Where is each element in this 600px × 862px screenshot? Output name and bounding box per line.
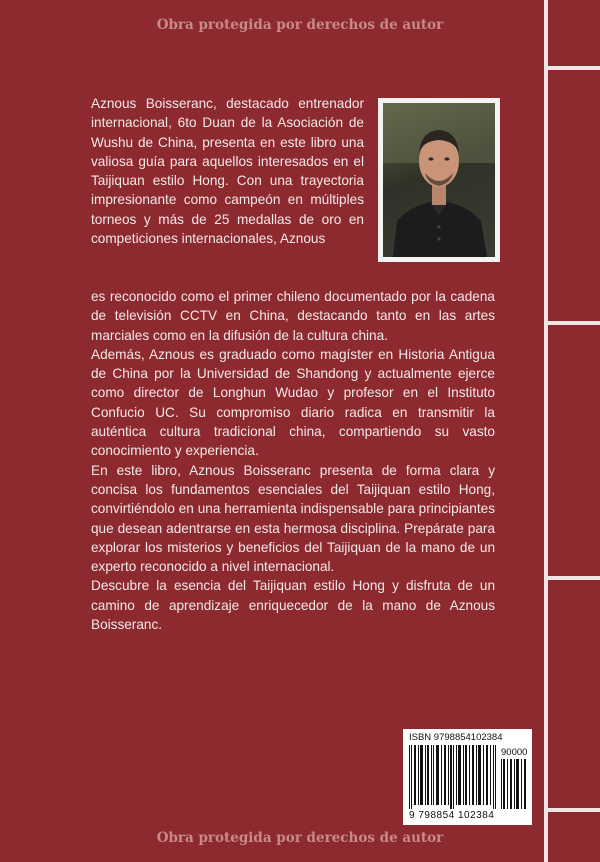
- author-photo: [383, 103, 495, 257]
- author-bio-body: [91, 287, 495, 634]
- barcode-bars: [409, 745, 497, 809]
- bio-paragraph-3: En este libro, Aznous Boisseranc presenta de forma clara y concisa los fundamentos esenciales del Taijiquan estilo Hong, convirtiéndolo en una herramienta indispensable para principiantes que desean adentrarse en esta hermosa disciplina. Prepárate para explorar los misterios y beneficios del Taijiquan de la mano de un experto reconocido a nivel internacional.: [91, 462, 495, 575]
- bio-paragraph-1-continued: es reconocido como el primer chileno documentado por la cadena de televisión CCTV en China, destacando tanto en las artes marciales como en la difusión de la cultura china.: [91, 289, 495, 343]
- binding-tie: [544, 66, 600, 70]
- bio-paragraph-4: Descubre la esencia del Taijiquan estilo Hong y disfruta de un camino de aprendizaje enriquecedor de la mano de Aznous Boisseranc.: [91, 578, 495, 633]
- barcode-digits: 9 798854 102384: [409, 810, 495, 821]
- isbn-label: ISBN 9798854102384: [409, 732, 503, 743]
- author-photo-frame: [378, 98, 500, 262]
- copyright-watermark-bottom: Obra protegida por derechos de autor: [156, 830, 444, 846]
- author-bio-intro: [91, 94, 364, 248]
- addon-barcode-bars: [501, 759, 527, 809]
- binding-tie: [544, 576, 600, 580]
- bio-paragraph-1: Aznous Boisseranc, destacado entrenador internacional, 6to Duan de la Asociación de Wushu de China, presenta en este libro una valiosa guía para aquellos interesados en el Taijiquan estilo Hong. Con una trayectoria impresionante como campeón en múltiples torneos y más de 25 medallas de oro en competiciones internacionales, Aznous: [91, 96, 364, 247]
- isbn-barcode: [403, 729, 532, 825]
- copyright-watermark-top: Obra protegida por derechos de autor: [156, 17, 444, 33]
- binding-tie: [544, 808, 600, 812]
- book-binding-line: [544, 0, 548, 862]
- binding-tie: [544, 321, 600, 325]
- price-code: 90000: [501, 747, 528, 758]
- bio-paragraph-2: Además, Aznous es graduado como magíster en Historia Antigua de China por la Universidad de Shandong y actualmente ejerce como director de Longhun Wudao y profesor en el Instituto Confucio UC. Su compromiso diario radica en transmitir la auténtica cultura tradicional china, compartiendo su vasto conocimiento y experiencia.: [91, 346, 495, 459]
